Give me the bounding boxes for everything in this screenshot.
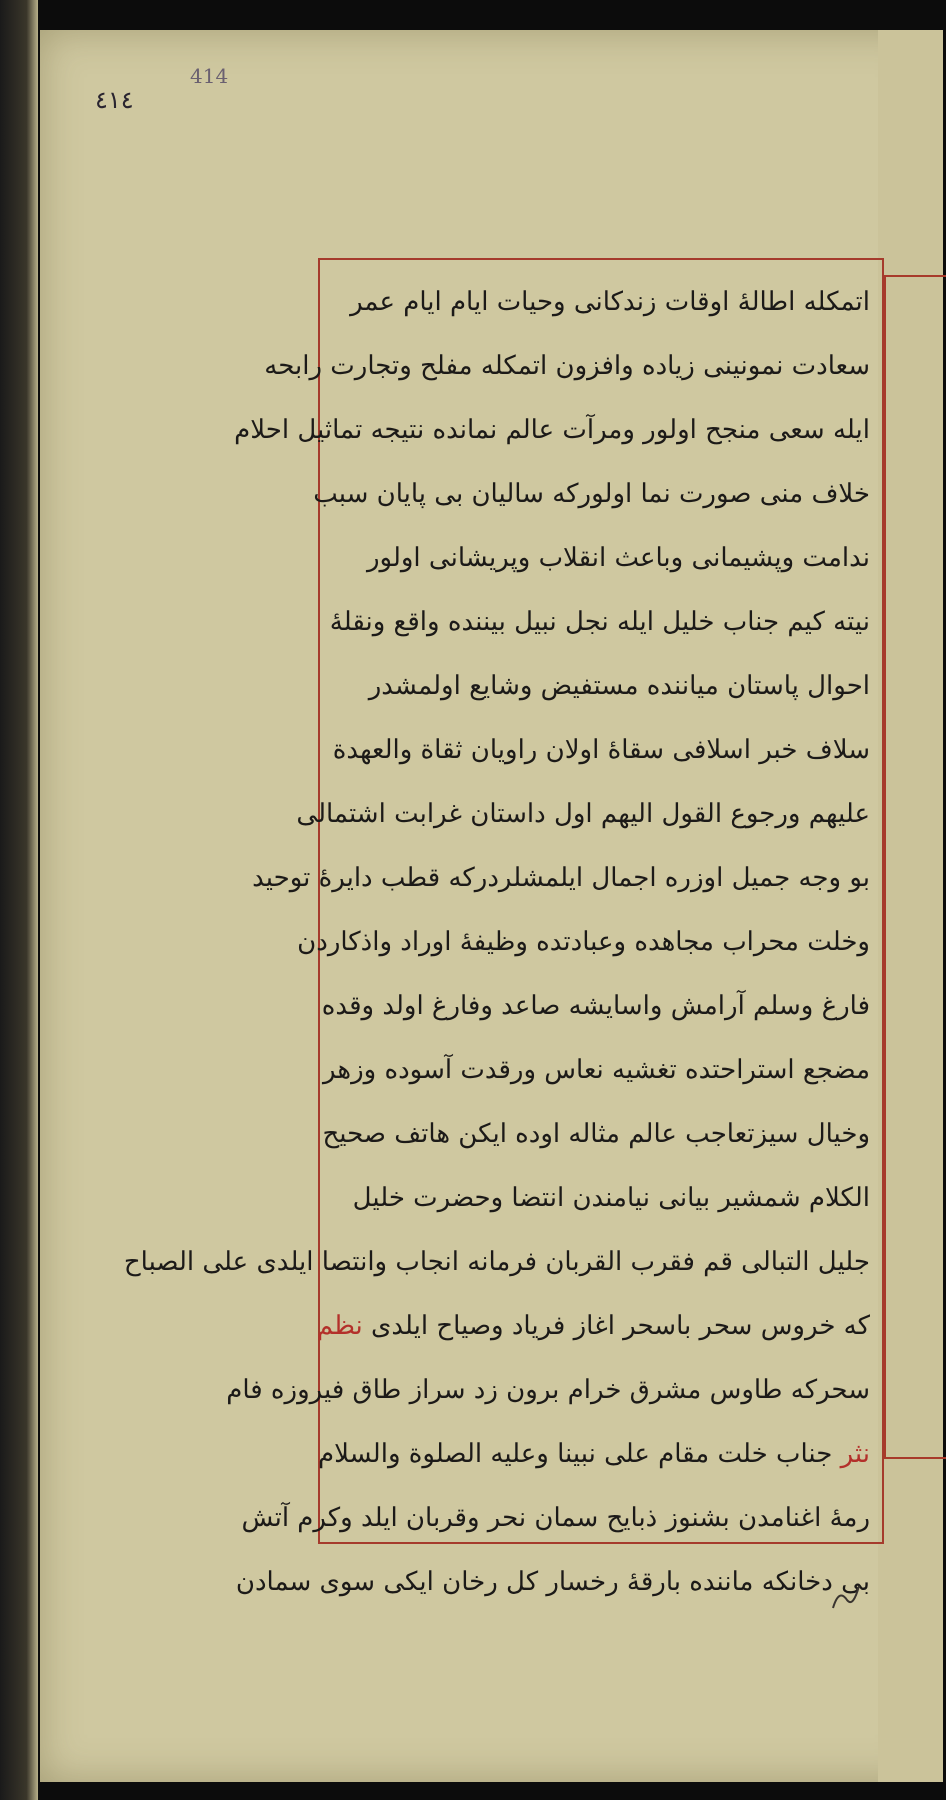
text-line: جلیل التبالی قم فقرب القربان فرمانه انجاب وانتصا ایلدی علی الصباح: [123, 1247, 870, 1277]
text-line: الکلام شمشیر بیانی نیامندن انتضا وحضرت خلیل: [352, 1183, 870, 1213]
text-line: مضجع استراحتده تغشیه نعاس ورقدت آسوده وزهر: [323, 1055, 870, 1085]
folio-ink: ٤١٤: [95, 86, 134, 114]
adjacent-leaf-frame: [884, 275, 946, 1459]
binding-gutter: [0, 0, 38, 1800]
text-line: علیهم ورجوع القول الیهم اول داستان غرابت اشتمالی: [296, 799, 870, 829]
text-line: ندامت وپشیمانی وباعث انقلاب وپریشانی اولور: [366, 543, 870, 573]
rubric-word: نظم: [316, 1311, 363, 1341]
text-line: احوال پاستان میاننده مستفیض وشایع اولمشدر: [368, 671, 870, 701]
folio-pencil: 414: [190, 64, 229, 88]
text-line: نثر جناب خلت مقام علی نبینا وعلیه الصلوة والسلام: [318, 1439, 870, 1469]
text-line: خلاف منی صورت نما اولورکه سالیان بی پایان سبب: [313, 479, 870, 509]
text-line: سلاف خبر اسلافی سقاهٔ اولان راویان ثقاة والعهدة: [332, 735, 870, 765]
text-line: سعادت نمونینی زیاده وافزون اتمکله مفلح وتجارت رابحه: [264, 351, 870, 381]
rubric-word: نثر: [840, 1439, 870, 1469]
text-line: وخلت محراب مجاهده وعبادتده وظیفهٔ اوراد واذکاردن: [297, 927, 870, 957]
text-line: ایله سعی منجح اولور ومرآت عالم نمانده نتیجه تماثیل احلام: [234, 415, 870, 445]
text-line: سحرکه طاوس مشرق خرام برون زد سراز طاق فیروزه فام: [226, 1375, 870, 1405]
text-line: اتمکله اطالهٔ اوقات زندکانی وحیات ایام ایام عمر: [350, 287, 870, 317]
text-line: وخیال سیزتعاجب عالم مثاله اوده ایکن هاتف صحیح: [322, 1119, 870, 1149]
text-block: [123, 270, 870, 1614]
text-line: نیته کیم جناب خلیل ایله نجل نبیل بیننده واقع ونقلهٔ: [329, 607, 870, 637]
text-line: بو وجه جمیل اوزره اجمال ایلمشلردرکه قطب دایرهٔ توحید: [252, 863, 870, 893]
text-line: فارغ وسلم آرامش واسایشه صاعد وفارغ اولد وقده: [321, 991, 870, 1021]
text-line: رمهٔ اغنامدن بشنوز ذبایح سمان نحر وقربان ایلد وکرم آتش: [241, 1503, 870, 1533]
text-line: بی دخانکه ماننده بارقهٔ رخسار کل رخان ایکی سوی سمادن: [235, 1567, 870, 1597]
catchword-mark-icon: [825, 1578, 865, 1618]
text-line: که خروس سحر باسحر اغاز فریاد وصیاح ایلدی نظم: [316, 1311, 870, 1341]
